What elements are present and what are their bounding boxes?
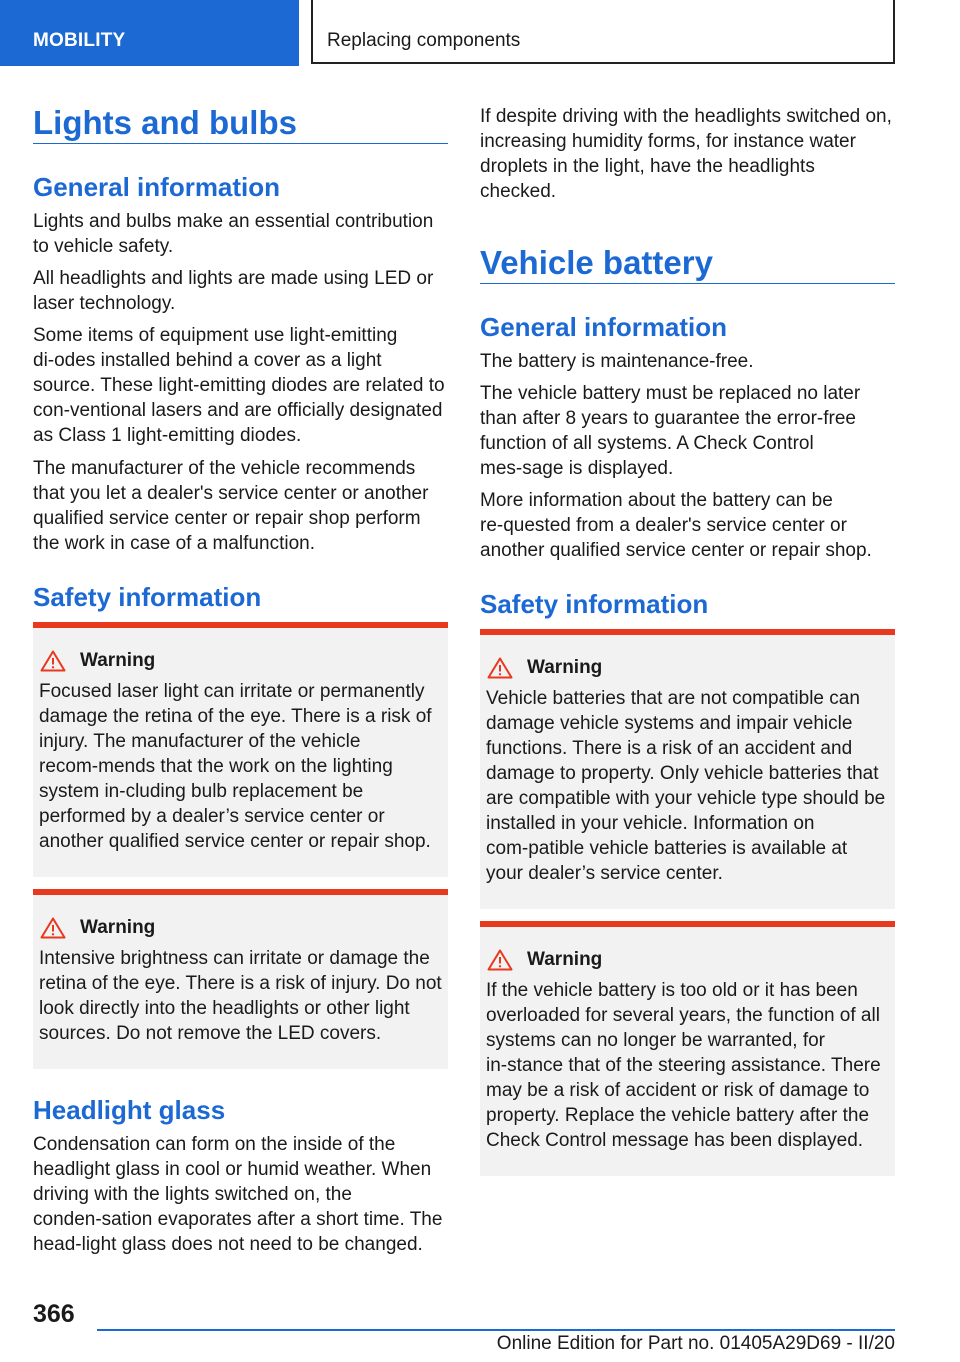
warning-triangle-icon [487, 657, 513, 679]
warning-box [33, 622, 448, 877]
paragraph: The battery is maintenance‑free. [480, 351, 754, 372]
paragraph: Lights and bulbs make an essential contribution to vehicle safety. [33, 211, 434, 257]
headlight-glass-heading: Headlight glass [33, 1095, 226, 1125]
general-information-heading: General information [480, 312, 728, 342]
warning-title: Warning [527, 949, 603, 970]
paragraph: The manufacturer of the vehicle recommends that you let a dealer's service center or another qualified service center or repair shop perform the work in case of a malfunction. [33, 458, 429, 554]
chapter-tab-label: MOBILITY [33, 30, 126, 51]
lights-and-bulbs-title: Lights and bulbs [33, 106, 448, 144]
section-header [311, 0, 895, 64]
warning-title: Warning [80, 650, 156, 671]
warning-box [480, 629, 895, 909]
warning-header [39, 917, 442, 939]
warning-triangle-icon [487, 949, 513, 971]
general-information-heading: General information [33, 172, 281, 202]
paragraph: If despite driving with the headlights switched on, increasing humidity forms, for instance water droplets in the light, have the headlights checked. [480, 106, 892, 202]
paragraph: Condensation can form on the inside of the headlight glass in cool or humid weather. When driving with the lights switched on, the conden‑sation evaporates after a short time. The head‑light glass does not need to be changed. [33, 1134, 443, 1255]
warning-text: Focused laser light can irritate or permanently damage the retina of the eye. There is a risk of injury. The manufacturer of the vehicle recom‑mends that the work on the lighting system in‑cluding bulb replacement be performed by a dealer’s service center or another qualified service center or repair shop. [39, 681, 432, 852]
chapter-tab-mobility[interactable] [0, 0, 299, 66]
warning-text: Intensive brightness can irritate or damage the retina of the eye. There is a risk of injury. Do not look directly into the headlights or other light sources. Do not remove the LED covers. [39, 948, 442, 1044]
warning-title: Warning [527, 657, 603, 678]
paragraph: All headlights and lights are made using LED or laser technology. [33, 268, 434, 314]
vehicle-battery-title: Vehicle battery [480, 246, 895, 284]
warning-box [33, 889, 448, 1069]
section-header-label: Replacing components [327, 30, 521, 51]
page-number: 366 [33, 1300, 75, 1328]
safety-information-heading: Safety information [33, 582, 262, 612]
safety-information-heading: Safety information [480, 589, 709, 619]
footer-divider [97, 1329, 895, 1331]
paragraph: More information about the battery can be re‑quested from a dealer's service center or another qualified service center or repair shop. [480, 490, 872, 561]
paragraph: The vehicle battery must be replaced no later than after 8 years to guarantee the error‑free function of all systems. A Check Control mes‑sage is displayed. [480, 383, 861, 479]
warning-triangle-icon [40, 650, 66, 672]
warning-text: Vehicle batteries that are not compatible can damage vehicle systems and impair vehicle functions. There is a risk of an accident and damage to property. Only vehicle batteries that are compatible with your vehicle type should be installed in your vehicle. Information on com‑patible vehicle batteries is available at your dealer’s service center. [486, 688, 886, 884]
warning-header [486, 949, 889, 971]
warning-triangle-icon [40, 917, 66, 939]
edition-label: Online Edition for Part no. 01405A29D69 - II/20 [496, 1333, 895, 1354]
warning-box [480, 921, 895, 1176]
warning-text: If the vehicle battery is too old or it has been overloaded for several years, the function of all systems can no longer be warranted, for in‑stance that of the steering assistance. There may be a risk of accident or risk of damage to property. Replace the vehicle battery after the Check Control message has been displayed. [486, 980, 881, 1151]
warning-header [486, 657, 889, 679]
warning-title: Warning [80, 917, 156, 938]
paragraph: Some items of equipment use light‑emitting di‑odes installed behind a cover as a light source. These light‑emitting diodes are related to con‑ventional lasers and are officially designated as Class 1 light‑emitting diodes. [33, 325, 445, 446]
warning-header [39, 650, 442, 672]
